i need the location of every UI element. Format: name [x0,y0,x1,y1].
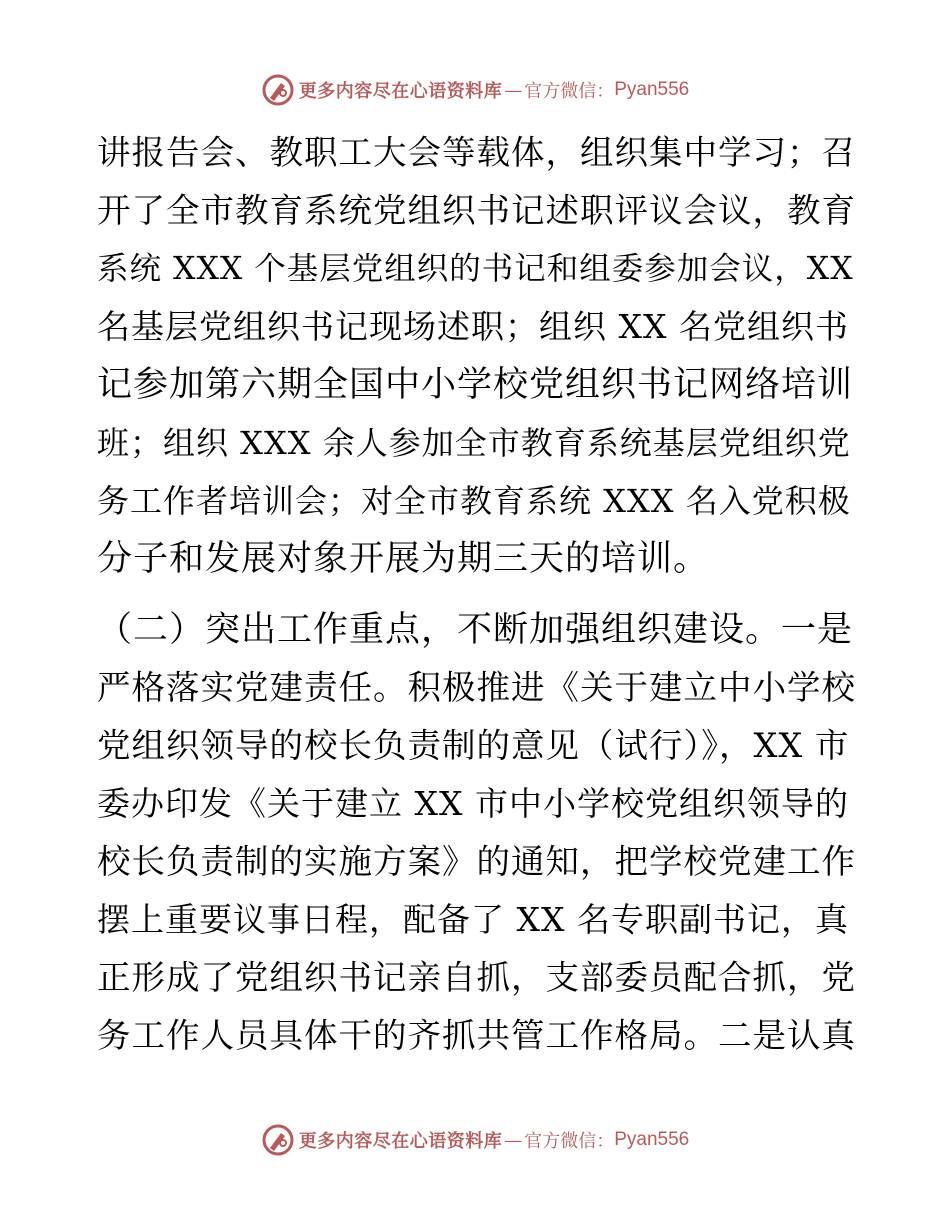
text-line: 系统 XXX 个基层党组织的书记和组委参加会议，XX [97,251,854,287]
watermark-dash: — [504,79,523,101]
text-line: 摆上重要议事日程，配备了 XX 名专职副书记，真 [97,900,849,939]
text-line: （二）突出工作重点，不断加强组织建设。一是 [97,610,854,650]
text-line: 务工作人员具体干的齐抓共管工作格局。二是认真 [97,1016,856,1055]
watermark-label: 官方微信： [524,81,615,102]
document-body [97,124,857,1065]
text-line: 严格落实党建责任。积极推进《关于建立中小学校 [97,668,856,707]
text-line: 班；组织 XXX 余人参加全市教育系统基层党组织党 [97,424,851,462]
text-line: 正形成了党组织书记亲自抓，支部委员配合抓，党 [97,958,856,997]
text-line: 记参加第六期全国中小学校党组织书记网络培训 [97,365,854,405]
paragraph-gap [97,588,857,601]
header-watermark [0,72,950,108]
logo-icon [261,73,295,107]
text-line: 校长负责制的实施方案》的通知，把学校党建工作 [97,842,856,881]
text-line: 开了全市教育系统党组织书记述职评议会议，教育 [97,191,856,230]
footer-watermark [0,1122,950,1158]
watermark-dash: — [504,1129,523,1151]
text-line: 务工作者培训会；对全市教育系统 XXX 名入党积极 [97,482,851,520]
paragraph [97,124,857,588]
logo-icon [261,1123,295,1157]
paragraph [97,601,857,1065]
watermark-label: 官方微信： [524,1131,615,1152]
text-line: 委办印发《关于建立 XX 市中小学校党组织领导的 [97,784,849,823]
watermark-brand: 更多内容尽在心语资料库 [298,1131,503,1152]
watermark-wechat-id: Pyan556 [614,79,690,100]
text-line: 讲报告会、教职工大会等载体，组织集中学习；召 [97,133,856,172]
watermark-wechat-id: Pyan556 [614,1129,690,1150]
watermark-brand: 更多内容尽在心语资料库 [298,81,503,102]
text-line: 分子和发展对象开展为期三天的培训。 [97,539,710,579]
text-line: 党组织领导的校长负责制的意见（试行）》，XX 市 [97,726,850,765]
text-line: 名基层党组织书记现场述职；组织 XX 名党组织书 [97,307,849,346]
